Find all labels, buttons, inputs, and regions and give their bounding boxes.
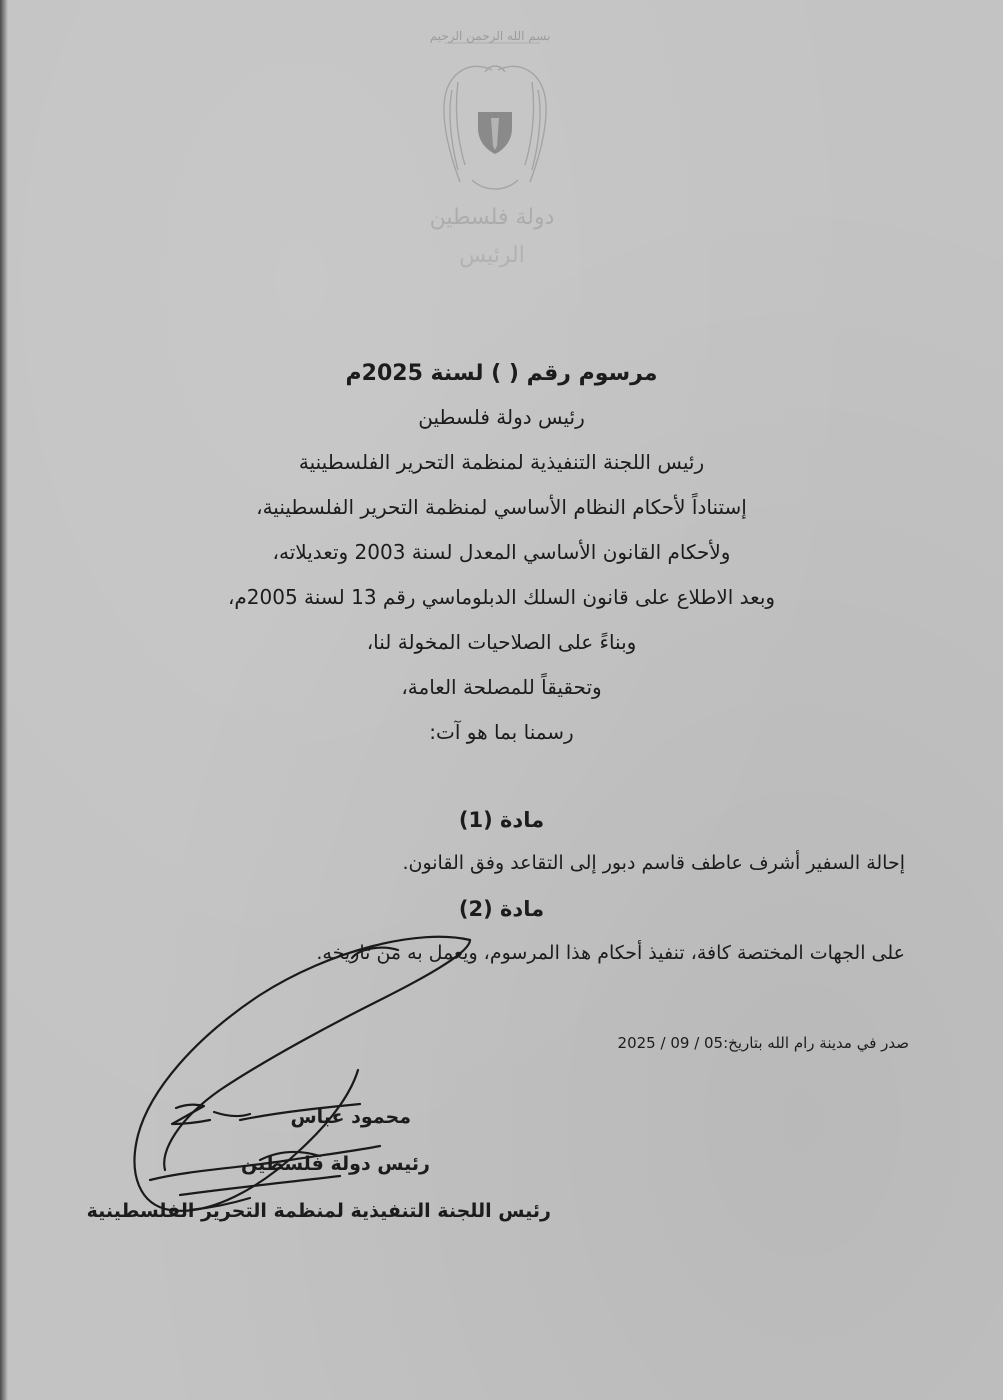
preamble-line: رسمنا بما هو آت: <box>429 720 574 744</box>
letterhead-emblem <box>0 0 1003 300</box>
article-1-heading: مادة (1) <box>458 808 545 832</box>
preamble-line: رئيس اللجنة التنفيذية لمنظمة التحرير الفلسطينية <box>298 450 705 474</box>
basmala-calligraphy: بسم الله الرحمن الرحيم <box>429 29 551 43</box>
state-name: دولة فلسطين <box>429 205 555 230</box>
preamble-line: وبناءً على الصلاحيات المخولة لنا، <box>366 630 637 654</box>
article-2-text: على الجهات المختصة كافة، تنفيذ أحكام هذا المرسوم، ويعمل به من تاريخه. <box>316 942 905 964</box>
preamble-line: ولأحكام القانون الأساسي المعدل لسنة 2003 وتعديلاته، <box>272 540 731 564</box>
signatory-title-2: رئيس اللجنة التنفيذية لمنظمة التحرير الفلسطينية <box>86 1200 551 1222</box>
preamble-line: وبعد الاطلاع على قانون السلك الدبلوماسي رقم 13 لسنة 2005م، <box>227 585 776 609</box>
preamble-line: رئيس دولة فلسطين <box>418 405 585 429</box>
article-1-text: إحالة السفير أشرف عاطف قاسم دبور إلى التقاعد وفق القانون. <box>402 852 905 874</box>
office-name: الرئيس <box>459 243 525 268</box>
issue-date-line: صدر في مدينة رام الله بتاريخ:05 / 09 / 2025 <box>617 1034 909 1052</box>
preamble-line: إستناداً لأحكام النظام الأساسي لمنظمة التحرير الفلسطينية، <box>256 495 747 519</box>
decree-title: مرسوم رقم ( ) لسنة 2025م <box>345 361 658 386</box>
signatory-name: محمود عباس <box>290 1106 411 1128</box>
article-2-heading: مادة (2) <box>458 897 545 921</box>
preamble-line: وتحقيقاً للمصلحة العامة، <box>401 675 602 699</box>
signatory-title-1: رئيس دولة فلسطين <box>240 1153 430 1175</box>
